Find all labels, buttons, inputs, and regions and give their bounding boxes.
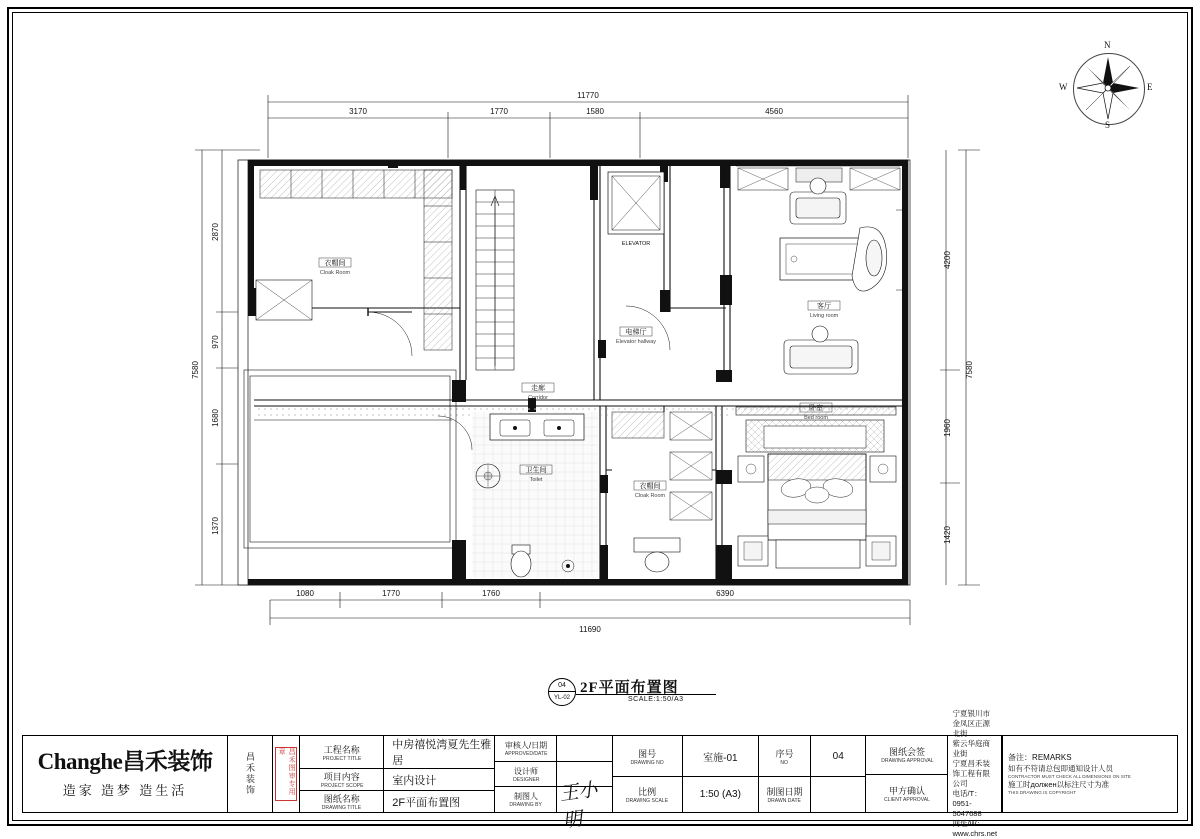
- logo-slogan: 造家 造梦 造生活: [62, 782, 188, 798]
- field-drawing-scale: [613, 777, 758, 812]
- field-client-approval: [866, 775, 947, 813]
- label-cn: 工程名称: [323, 744, 360, 755]
- remarks-block: [1002, 736, 1177, 812]
- label-cn: 审核人/日期: [504, 740, 548, 750]
- dim-top-4: 4560: [765, 107, 783, 116]
- label-en: DRAWING APPROVAL: [880, 758, 934, 765]
- plan-scale-text: SCALE:1:50/A3: [628, 696, 684, 703]
- contact-line-2: 紫云华庭商业街: [952, 739, 990, 758]
- compass-label-w: W: [1059, 82, 1068, 92]
- field-approved-by: [495, 736, 611, 762]
- label-cn: 图号: [638, 748, 657, 759]
- field-drawing-no: [613, 736, 758, 777]
- room-living-room: [736, 168, 902, 396]
- room-label-cn: 客厅: [817, 303, 831, 310]
- label-en: CLIENT APPROVAL: [883, 796, 930, 803]
- dim-right-1: 4200: [943, 251, 952, 269]
- label-en: DRAWING TITLE: [322, 805, 362, 811]
- dim-bot-1: 1080: [296, 589, 314, 598]
- label-cn: 制图人: [513, 792, 538, 802]
- dim-left-overall: 7580: [191, 361, 200, 379]
- designer-signature: 王小明: [558, 779, 600, 833]
- field-drawn-date: [759, 777, 865, 812]
- remark-2-en: THIS DRAWING IS COPYRIGHT: [1008, 790, 1077, 795]
- compass-label-s: S: [1105, 120, 1111, 130]
- remarks-header: 备注：REMARKS: [1008, 753, 1072, 762]
- room-label-en: Corridor: [528, 395, 548, 401]
- project-fields: [300, 736, 495, 812]
- field-project-scope: [300, 769, 494, 791]
- room-label-en: Cloak Room: [634, 493, 666, 499]
- signature-fields: [495, 736, 612, 833]
- label-en: DRAWING BY: [509, 802, 543, 808]
- label-en: NO: [780, 759, 789, 766]
- label-en: PROJECT SCOPE: [320, 783, 364, 789]
- dim-bottom-overall: 11690: [579, 625, 601, 634]
- remark-1-en: CONTRACTOR MUST CHECK ALL DIMENSIONS ON SITE: [1008, 774, 1131, 779]
- dim-right-3: 1420: [943, 526, 952, 544]
- drawing-tag: [548, 678, 574, 704]
- label-cn: 图纸名称: [323, 794, 360, 804]
- label-en: DESIGNER: [512, 776, 540, 783]
- compass-label-e: E: [1147, 82, 1153, 92]
- logo-main-text: Changhe昌禾装饰: [37, 748, 213, 774]
- room-label-cn: 电梯厅: [625, 329, 647, 336]
- staircase: [476, 190, 514, 370]
- dim-top-overall: 11770: [577, 91, 599, 100]
- dim-left-2: 970: [211, 335, 220, 349]
- field-drawing-approval: [866, 736, 947, 775]
- compass-label-n: N: [1104, 40, 1111, 50]
- label-en: APPROVED/DATE: [504, 751, 548, 757]
- approval-fields: [866, 736, 948, 812]
- label-en: DRAWING NO: [630, 759, 664, 766]
- company-contact: [948, 709, 1002, 838]
- elevator-label: ELEVATOR: [621, 241, 651, 247]
- dim-top-1: 3170: [349, 107, 367, 116]
- label-cn: 序号: [775, 748, 794, 759]
- label-en: PROJECT TITLE: [322, 755, 362, 762]
- label-cn: 图纸会签: [888, 747, 925, 758]
- plan-title-rule: [576, 694, 716, 695]
- plan-title-block: [548, 676, 808, 712]
- label-cn: 项目内容: [323, 772, 360, 782]
- compass-star-icon: [1073, 53, 1143, 123]
- value-drawing-no: 室施-01: [703, 752, 738, 764]
- seal-text: 昌禾装饰: [244, 752, 255, 796]
- dim-bot-2: 1770: [382, 589, 400, 598]
- dim-top-3: 1580: [586, 107, 604, 116]
- value-drawing-title: 2F平面布置图: [392, 796, 461, 809]
- plan-title-text: 2F平面布置图: [580, 680, 679, 696]
- room-label-en: Elevator hallway: [615, 339, 657, 345]
- label-cn: 制图日期: [766, 787, 803, 797]
- north-compass: [1059, 40, 1154, 134]
- dim-right-overall: 7580: [965, 361, 974, 379]
- stamp-text: 昌禾图审专用章: [275, 747, 297, 801]
- label-cn: 设计师: [513, 766, 538, 776]
- room-bed-room: [732, 403, 900, 578]
- remark-2-cn: 施工时должен以标注尺寸为准: [1008, 780, 1110, 789]
- room-label-cn: 卫生间: [525, 467, 547, 474]
- company-logo: [23, 736, 228, 812]
- label-en: DRAWN DATE: [767, 798, 802, 804]
- contact-website[interactable]: 网址/W：www.chrs.net: [952, 819, 998, 838]
- drawing-tag-ref: YL-02: [553, 695, 570, 701]
- remark-1-cn: 如有不符请总包即通知设计人员: [1008, 764, 1114, 773]
- field-project-title: [300, 736, 494, 769]
- field-sequence-no: [759, 736, 865, 777]
- review-stamp: [273, 736, 300, 812]
- dim-left-1: 2870: [211, 223, 220, 241]
- dim-left-3: 1680: [211, 409, 220, 427]
- dim-right-2: 1960: [943, 419, 952, 437]
- sequence-fields: [759, 736, 866, 812]
- value-sequence-no: 04: [832, 750, 844, 762]
- contact-phone[interactable]: 电话/T：0951-5047688: [952, 789, 982, 818]
- label-en: DRAWING SCALE: [625, 798, 669, 804]
- room-label-en: Toilet: [529, 477, 543, 483]
- field-drawing-title: [300, 791, 494, 812]
- room-label-cn: 衣帽间: [639, 483, 661, 490]
- value-project-scope: 室内设计: [392, 774, 437, 787]
- room-label-en: Living room: [809, 313, 839, 319]
- label-cn: 比例: [638, 787, 657, 797]
- room-label-cn: 走廊: [531, 385, 545, 392]
- room-label-en: Cloak Room: [319, 270, 351, 276]
- sliding-door: [736, 407, 896, 415]
- dim-bot-4: 6390: [716, 589, 734, 598]
- room-label-cn: 衣帽间: [324, 260, 346, 267]
- value-project-title: 中房禧悦湾夏先生雅居: [392, 739, 492, 767]
- drawing-number-fields: [613, 736, 759, 812]
- company-seal: [228, 736, 273, 812]
- title-block: [22, 709, 1178, 838]
- value-drawn-date: [811, 777, 865, 812]
- dim-bot-3: 1760: [482, 589, 500, 598]
- value-drawing-scale: 1:50 (A3): [699, 789, 741, 800]
- drawing-tag-number: 04: [549, 679, 575, 692]
- room-label-en: Bed room: [804, 415, 828, 421]
- floor-plan: [160, 40, 1000, 660]
- dim-left-4: 1370: [211, 517, 220, 535]
- label-cn: 甲方确认: [888, 785, 925, 796]
- contact-line-1: 宁夏银川市金凤区正源北街: [952, 709, 990, 738]
- contact-line-3: 宁夏昌禾装饰工程有限公司: [952, 759, 990, 788]
- dim-top-2: 1770: [490, 107, 508, 116]
